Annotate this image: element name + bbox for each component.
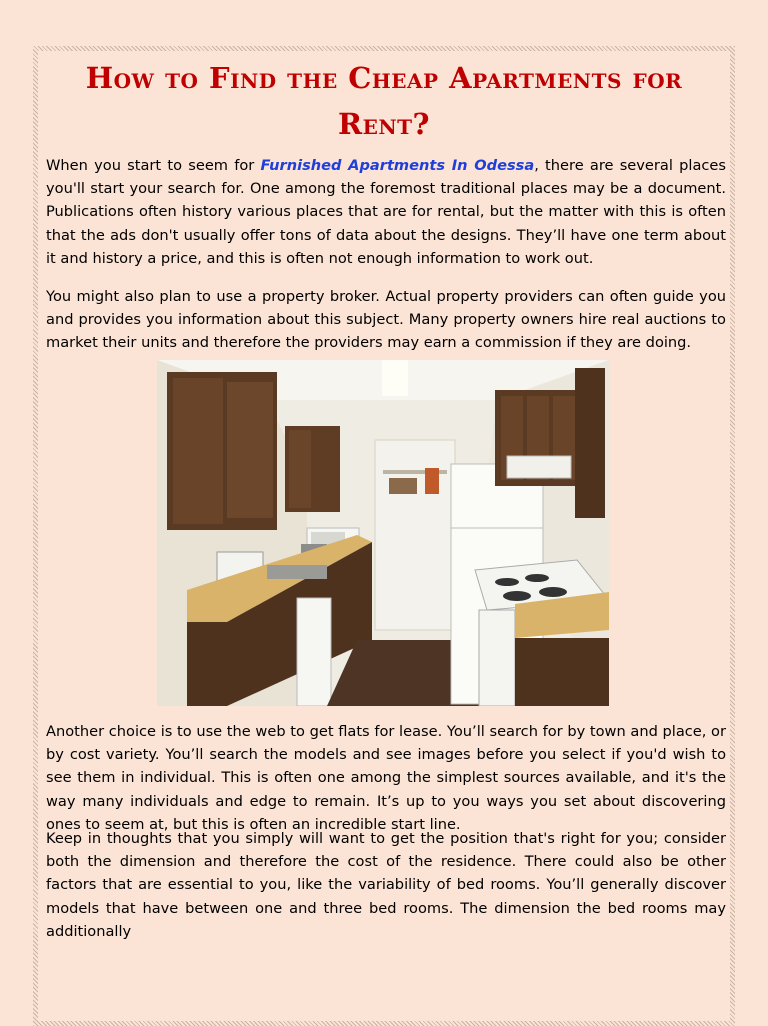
paragraph-4: Keep in thoughts that you simply will want to get the position that's right for you; consider both the dimension and therefore the cost of the residence. There could also be other factors that are essential to you, like the variability of bed rooms. You’ll generally discover models that have between one and three bed rooms. The dimension the bed rooms may additionally — [46, 830, 726, 940]
paragraph-1-rest: , there are several places you'll start your search for. One among the foremost traditional places may be a document. Publications often history various places that are for rental, but the matter with this is often that the ads don't usually offer tons of data about the designs. They’ll have one term about it and history a price, and this is often not enough information to work out. — [46, 157, 726, 267]
paragraph-1-lead: When you start to seem for — [46, 157, 261, 174]
furnished-apartments-link[interactable]: Furnished Apartments In Odessa — [260, 157, 535, 174]
page-title: How to Find the Cheap Apartments for Rent? — [85, 61, 683, 141]
paragraph-3: Another choice is to use the web to get flats for lease. You’ll search for by town and place, or by cost variety. You’ll search the models and see images before you select if you'd wish to see them in individual. This is often one among the simplest sources available, and it's the way many individuals and edge to remain. It’s up to you ways you set about discovering ones to seem at, but this is often an incredible start line. — [46, 723, 726, 833]
paragraph-2: You might also plan to use a property broker. Actual property providers can often guide you and provides you information about this subject. Many property owners hire real auctions to market their units and therefore the providers may earn a commission if they are doing. — [46, 288, 726, 352]
paragraph-1 — [46, 154, 726, 270]
kitchen-photo — [157, 360, 609, 706]
